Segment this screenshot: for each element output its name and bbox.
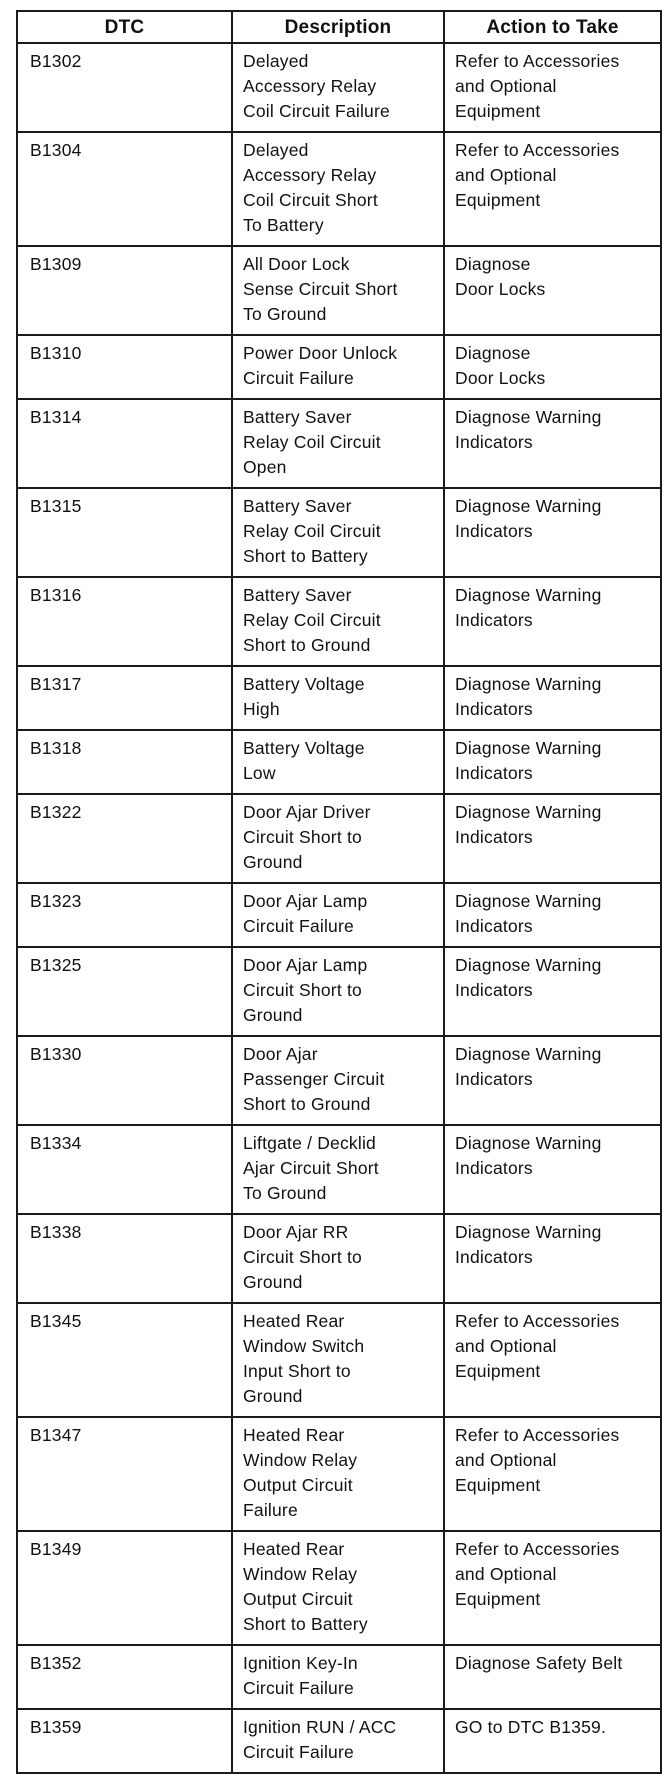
- description-cell: Heated Rear Window Relay Output Circuit Failure: [232, 1417, 444, 1531]
- dtc-code-cell: B1330: [17, 1036, 232, 1125]
- dtc-code-cell: B1352: [17, 1645, 232, 1709]
- dtc-code-cell: B1317: [17, 666, 232, 730]
- action-cell: Refer to Accessories and Optional Equipment: [444, 43, 661, 132]
- action-cell: Diagnose Warning Indicators: [444, 730, 661, 794]
- table-header: [17, 11, 661, 43]
- action-cell: Diagnose Warning Indicators: [444, 666, 661, 730]
- dtc-code-cell: B1316: [17, 577, 232, 666]
- dtc-code-cell: B1359: [17, 1709, 232, 1773]
- table-row: [17, 666, 661, 730]
- table-row: [17, 132, 661, 246]
- table-row: [17, 246, 661, 335]
- table-row: [17, 730, 661, 794]
- dtc-code-cell: B1315: [17, 488, 232, 577]
- dtc-code-cell: B1314: [17, 399, 232, 488]
- dtc-code-cell: B1347: [17, 1417, 232, 1531]
- action-cell: Diagnose Door Locks: [444, 246, 661, 335]
- table-row: [17, 43, 661, 132]
- description-cell: Ignition Key-In Circuit Failure: [232, 1645, 444, 1709]
- description-cell: Battery Saver Relay Coil Circuit Short to Ground: [232, 577, 444, 666]
- description-cell: All Door Lock Sense Circuit Short To Ground: [232, 246, 444, 335]
- action-cell: Diagnose Safety Belt: [444, 1645, 661, 1709]
- dtc-code-cell: B1334: [17, 1125, 232, 1214]
- action-cell: Diagnose Warning Indicators: [444, 1125, 661, 1214]
- action-cell: GO to DTC B1359.: [444, 1709, 661, 1773]
- dtc-code-cell: B1338: [17, 1214, 232, 1303]
- table-row: [17, 1036, 661, 1125]
- description-cell: Battery Voltage Low: [232, 730, 444, 794]
- action-cell: Diagnose Warning Indicators: [444, 794, 661, 883]
- description-cell: Heated Rear Window Relay Output Circuit Short to Battery: [232, 1531, 444, 1645]
- action-cell: Refer to Accessories and Optional Equipment: [444, 1417, 661, 1531]
- action-cell: Diagnose Warning Indicators: [444, 488, 661, 577]
- description-cell: Door Ajar RR Circuit Short to Ground: [232, 1214, 444, 1303]
- table-row: [17, 794, 661, 883]
- action-cell: Diagnose Warning Indicators: [444, 883, 661, 947]
- action-cell: Diagnose Warning Indicators: [444, 947, 661, 1036]
- action-cell: Diagnose Warning Indicators: [444, 577, 661, 666]
- description-cell: Liftgate / Decklid Ajar Circuit Short To Ground: [232, 1125, 444, 1214]
- description-cell: Power Door Unlock Circuit Failure: [232, 335, 444, 399]
- dtc-table: [16, 10, 662, 1774]
- table-row: [17, 1303, 661, 1417]
- table-row: [17, 335, 661, 399]
- table-row: [17, 1531, 661, 1645]
- action-cell: Refer to Accessories and Optional Equipment: [444, 132, 661, 246]
- table-row: [17, 488, 661, 577]
- table-row: [17, 1709, 661, 1773]
- action-cell: Diagnose Warning Indicators: [444, 399, 661, 488]
- column-header-dtc: DTC: [17, 11, 232, 43]
- description-cell: Door Ajar Lamp Circuit Short to Ground: [232, 947, 444, 1036]
- table-row: [17, 883, 661, 947]
- description-cell: Door Ajar Driver Circuit Short to Ground: [232, 794, 444, 883]
- table-row: [17, 577, 661, 666]
- dtc-code-cell: B1309: [17, 246, 232, 335]
- action-cell: Refer to Accessories and Optional Equipment: [444, 1303, 661, 1417]
- action-cell: Diagnose Warning Indicators: [444, 1214, 661, 1303]
- description-cell: Delayed Accessory Relay Coil Circuit Failure: [232, 43, 444, 132]
- action-cell: Diagnose Door Locks: [444, 335, 661, 399]
- description-cell: Door Ajar Lamp Circuit Failure: [232, 883, 444, 947]
- description-cell: Battery Saver Relay Coil Circuit Short to Battery: [232, 488, 444, 577]
- description-cell: Ignition RUN / ACC Circuit Failure: [232, 1709, 444, 1773]
- table-row: [17, 947, 661, 1036]
- table-row: [17, 1417, 661, 1531]
- dtc-code-cell: B1325: [17, 947, 232, 1036]
- table-row: [17, 1214, 661, 1303]
- description-cell: Delayed Accessory Relay Coil Circuit Short To Battery: [232, 132, 444, 246]
- dtc-code-cell: B1349: [17, 1531, 232, 1645]
- description-cell: Door Ajar Passenger Circuit Short to Ground: [232, 1036, 444, 1125]
- dtc-code-cell: B1302: [17, 43, 232, 132]
- action-cell: Refer to Accessories and Optional Equipment: [444, 1531, 661, 1645]
- table-body: [17, 43, 661, 1773]
- table-row: [17, 399, 661, 488]
- dtc-code-cell: B1345: [17, 1303, 232, 1417]
- description-cell: Battery Voltage High: [232, 666, 444, 730]
- action-cell: Diagnose Warning Indicators: [444, 1036, 661, 1125]
- description-cell: Battery Saver Relay Coil Circuit Open: [232, 399, 444, 488]
- dtc-code-cell: B1310: [17, 335, 232, 399]
- table-row: [17, 1125, 661, 1214]
- dtc-code-cell: B1304: [17, 132, 232, 246]
- column-header-description: Description: [232, 11, 444, 43]
- column-header-action: Action to Take: [444, 11, 661, 43]
- table-row: [17, 1645, 661, 1709]
- dtc-code-cell: B1318: [17, 730, 232, 794]
- dtc-code-cell: B1322: [17, 794, 232, 883]
- header-row: [17, 11, 661, 43]
- description-cell: Heated Rear Window Switch Input Short to Ground: [232, 1303, 444, 1417]
- dtc-code-cell: B1323: [17, 883, 232, 947]
